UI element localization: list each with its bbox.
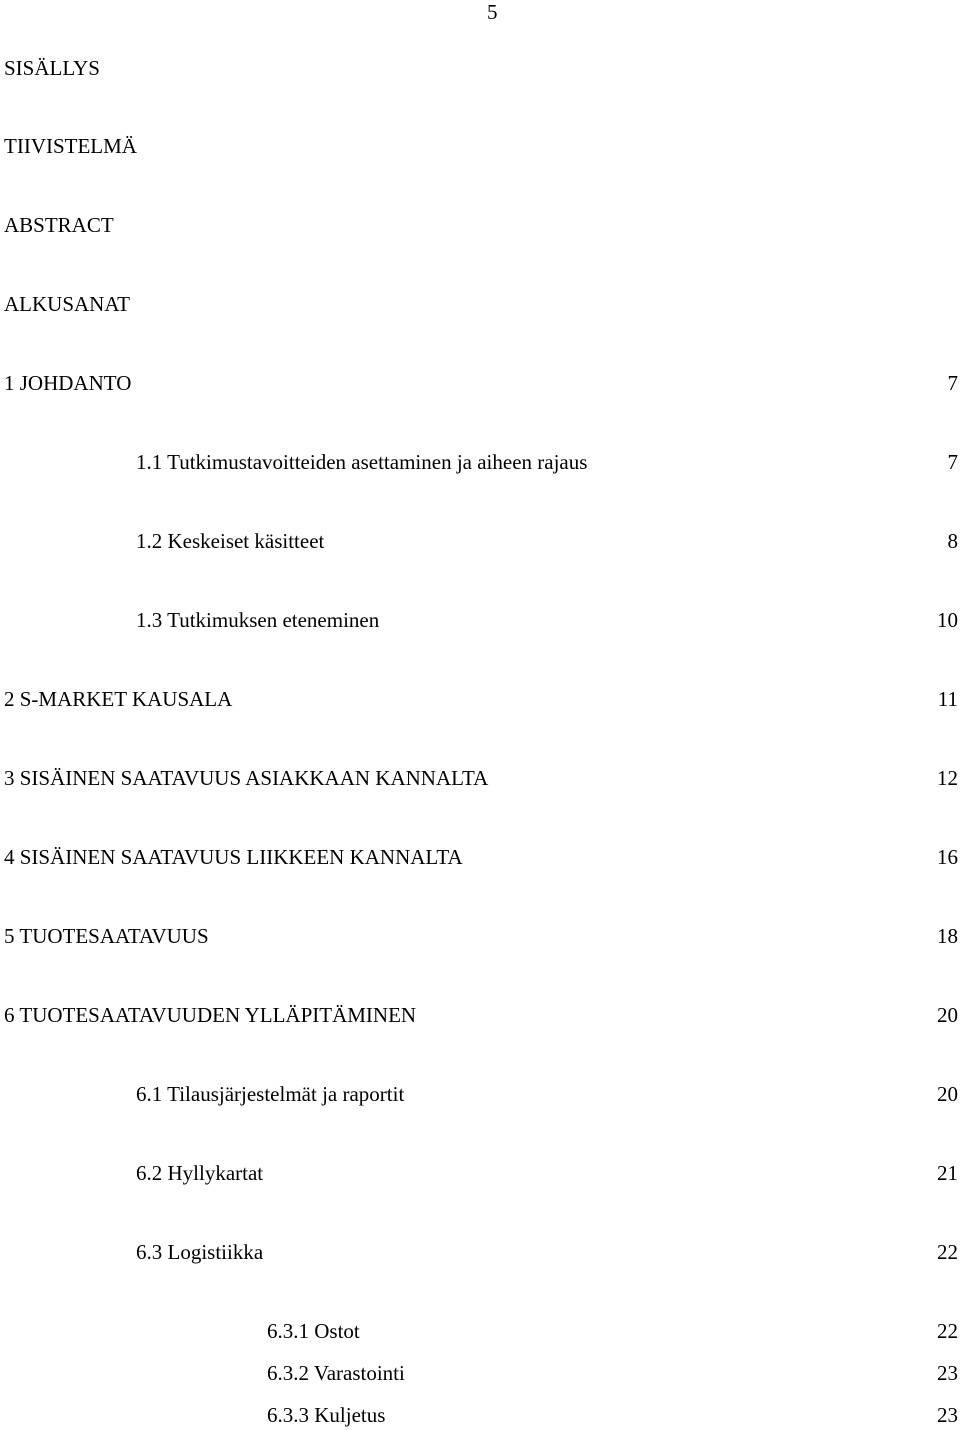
toc-entry-text: ABSTRACT: [4, 213, 114, 237]
toc-entry-page: 20: [937, 1082, 958, 1106]
toc-entry-page: 20: [937, 1003, 958, 1027]
toc-entry-section-1-3: [0, 606, 958, 634]
toc-entry-section-1-2: [0, 527, 958, 555]
toc-entry-chapter-4: [0, 843, 958, 871]
toc-entry-text: 2 S-MARKET KAUSALA: [4, 687, 233, 711]
toc-entry-text: 6.3.1 Ostot: [267, 1319, 360, 1343]
toc-entry-text: 3 SISÄINEN SAATAVUUS ASIAKKAAN KANNALTA: [4, 766, 489, 790]
toc-entry-page: 8: [947, 529, 958, 553]
toc-entry-text: 6.3.2 Varastointi: [267, 1361, 405, 1385]
toc-entry-section-6-3-2: [0, 1359, 958, 1387]
toc-entry-chapter-6: [0, 1001, 958, 1029]
toc-entry-page: 22: [937, 1240, 958, 1264]
toc-entry-chapter-3: [0, 764, 958, 792]
toc-entry-alkusanat: [0, 290, 958, 318]
toc-entry-page: 23: [937, 1361, 958, 1385]
toc-entry-text: 6 TUOTESAATAVUUDEN YLLÄPITÄMINEN: [4, 1003, 417, 1027]
toc-entry-abstract: [0, 211, 958, 239]
toc-entry-text: 1.3 Tutkimuksen eteneminen: [136, 608, 380, 632]
toc-entry-section-1-1: [0, 448, 958, 476]
toc-entry-section-6-3: [0, 1238, 958, 1266]
toc-entry-text: 1.1 Tutkimustavoitteiden asettaminen ja aiheen rajaus: [136, 450, 588, 474]
toc-entry-text: TIIVISTELMÄ: [4, 134, 137, 158]
toc-entry-text: 1.2 Keskeiset käsitteet: [136, 529, 325, 553]
toc-entry-section-6-3-1: [0, 1317, 958, 1345]
toc-entry-section-6-3-3: [0, 1401, 958, 1429]
toc-entry-page: 21: [937, 1161, 958, 1185]
toc-entry-text: 4 SISÄINEN SAATAVUUS LIIKKEEN KANNALTA: [4, 845, 463, 869]
toc-entry-section-6-1: [0, 1080, 958, 1108]
toc-entry-text: 6.3.3 Kuljetus: [267, 1403, 386, 1427]
toc-entry-page: 22: [937, 1319, 958, 1343]
toc-title: SISÄLLYS: [4, 56, 100, 80]
toc-entry-page: 23: [937, 1403, 958, 1427]
toc-entry-section-6-2: [0, 1159, 958, 1187]
toc-entry-page: 11: [937, 687, 958, 711]
toc-entry-text: ALKUSANAT: [4, 292, 130, 316]
toc-entry-chapter-2: [0, 685, 958, 713]
toc-entry-page: 10: [937, 608, 958, 632]
toc-entry-text: 6.2 Hyllykartat: [136, 1161, 264, 1185]
toc-entry-text: 1 JOHDANTO: [4, 371, 132, 395]
toc-entry-text: 6.3 Logistiikka: [136, 1240, 264, 1264]
toc-entry-text: 6.1 Tilausjärjestelmät ja raportit: [136, 1082, 405, 1106]
toc-entry-text: 5 TUOTESAATAVUUS: [4, 924, 209, 948]
toc-entry-chapter-1: [0, 369, 958, 397]
toc-entry-tiivistelma: [0, 132, 958, 160]
toc-entry-page: 16: [937, 845, 958, 869]
toc-entry-page: 7: [947, 371, 958, 395]
toc-entry-page: 12: [937, 766, 958, 790]
toc-entry-page: 7: [947, 450, 958, 474]
toc-entry-page: 18: [937, 924, 958, 948]
toc-entry-chapter-5: [0, 922, 958, 950]
page-number: 5: [487, 0, 498, 24]
